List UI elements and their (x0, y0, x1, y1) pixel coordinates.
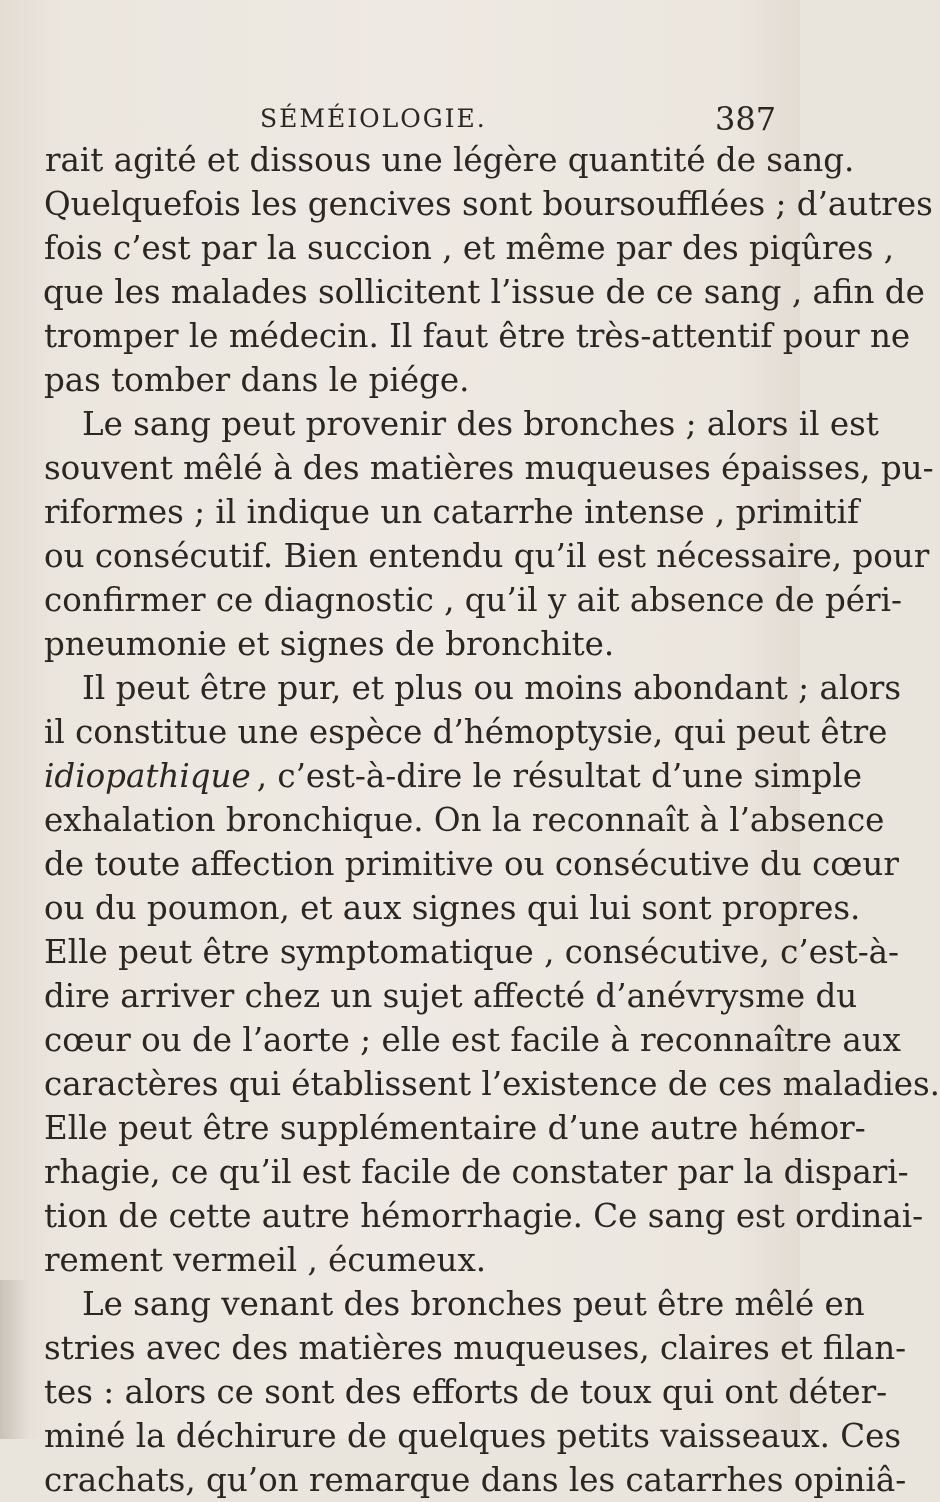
text-line: crachats, qu’on remarque dans les catarrhes opiniâ- (44, 1461, 907, 1499)
text-line: Quelquefois les gencives sont boursoufflées ; d’autres (44, 185, 933, 223)
text-line: tes : alors ce sont des efforts de toux qui ont déter- (44, 1373, 888, 1411)
text-line (44, 754, 862, 798)
text-line: confirmer ce diagnostic , qu’il y ait absence de péri- (44, 581, 902, 619)
text-line: pas tomber dans le piége. (44, 361, 470, 399)
text-line: miné la déchirure de quelques petits vaisseaux. Ces (44, 1417, 902, 1455)
text-line: ou consécutif. Bien entendu qu’il est nécessaire, pour (44, 537, 930, 575)
text-line: fois c’est par la succion , et même par des piqûres , (44, 229, 895, 267)
text-line: rement vermeil , écumeux. (44, 1241, 487, 1279)
text-line: Il peut être pur, et plus ou moins abondant ; alors (82, 669, 902, 707)
text-line: souvent mêlé à des matières muqueuses épaisses, pu- (44, 449, 934, 487)
text-line: il constitue une espèce d’hémoptysie, qui peut être (44, 713, 888, 751)
running-title: SÉMÉIOLOGIE. (260, 104, 487, 133)
text-line: cœur ou de l’aorte ; elle est facile à reconnaître aux (44, 1021, 901, 1059)
text-segment: , c’est-à-dire le résultat d’une simple (256, 757, 862, 795)
text-line: caractères qui établissent l’existence de ces maladies. (44, 1065, 940, 1103)
text-line: rait agité et dissous une légère quantité de sang. (45, 141, 855, 179)
text-line: exhalation bronchique. On la reconnaît à l’absence (44, 801, 885, 839)
text-line: ou du poumon, et aux signes qui lui sont propres. (44, 889, 861, 927)
text-line: que les malades sollicitent l’issue de ce sang , afin de (43, 273, 925, 311)
page-number: 387 (715, 100, 777, 138)
text-line: dire arriver chez un sujet affecté d’anévrysme du (44, 977, 858, 1015)
text-line: stries avec des matières muqueuses, claires et filan- (44, 1329, 907, 1367)
text-line: Le sang peut provenir des bronches ; alors il est (82, 405, 879, 443)
running-head (0, 100, 800, 140)
text-line: rhagie, ce qu’il est facile de constater par la dispari- (44, 1153, 909, 1191)
text-line: Le sang venant des bronches peut être mêlé en (82, 1285, 865, 1323)
text-line: Elle peut être symptomatique , consécutive, c’est-à- (44, 933, 900, 971)
text-line: tromper le médecin. Il faut être très-attentif pour ne (44, 317, 911, 355)
text-line: tion de cette autre hémorrhagie. Ce sang est ordinai- (44, 1197, 924, 1235)
text-line: de toute affection primitive ou consécutive du cœur (44, 845, 899, 883)
text-line: Elle peut être supplémentaire d’une autre hémor- (44, 1109, 866, 1147)
page-edge-shadow (0, 1280, 30, 1439)
italic-term: idiopathique (44, 757, 251, 795)
text-line: pneumonie et signes de bronchite. (44, 625, 615, 663)
text-line: riformes ; il indique un catarrhe intense , primitif (44, 493, 860, 531)
